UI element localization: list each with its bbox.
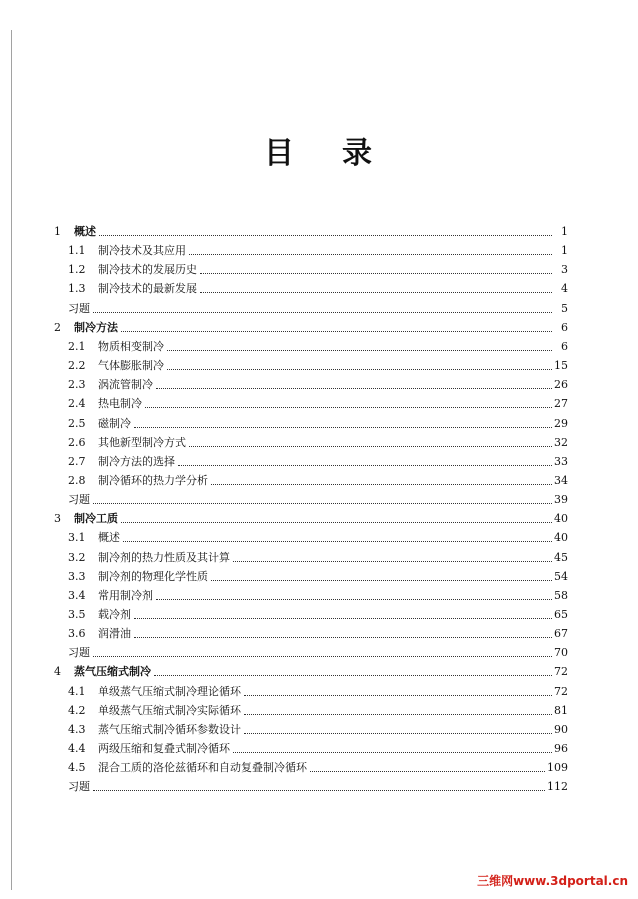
toc-leader-dots [189,445,552,447]
toc-section-row[interactable] [68,414,568,430]
toc-page-number: 40 [554,512,568,526]
toc-exercise-row[interactable] [68,643,568,659]
toc-entry-title: 蒸气压缩式制冷 [74,665,151,679]
toc-entry-number: 1.3 [68,282,86,296]
toc-leader-dots [99,234,552,236]
toc-entry-number: 4.1 [68,684,86,698]
toc-section-row[interactable] [68,739,568,755]
toc-entry-number: 2.8 [68,473,86,487]
toc-entry-title: 气体膨胀制冷 [98,359,164,373]
toc-entry-number: 3.4 [68,588,86,602]
toc-entry-title: 习题 [68,493,90,507]
toc-leader-dots [211,579,552,581]
toc-entry-title: 概述 [98,531,120,545]
toc-page-number: 39 [554,493,568,507]
toc-entry-title: 润滑油 [98,627,131,641]
toc-page-number: 40 [554,531,568,545]
toc-entry-title: 物质相变制冷 [98,339,164,353]
toc-leader-dots [200,272,552,274]
toc-leader-dots [310,770,545,772]
toc-page-number: 26 [554,378,568,392]
toc-page-number: 45 [554,550,568,564]
toc-section-row[interactable] [68,394,568,410]
watermark: 三维网www.3dportal.cn [477,874,628,888]
toc-leader-dots [145,406,552,408]
toc-leader-dots [93,789,545,791]
toc-page-number: 58 [554,588,568,602]
toc-section-row[interactable] [68,758,568,774]
toc-entry-title: 其他新型制冷方式 [98,435,186,449]
toc-exercise-row[interactable] [68,490,568,506]
toc-entry-number: 1 [54,225,61,238]
toc-section-row[interactable] [68,720,568,736]
toc-entry-title: 磁制冷 [98,416,131,430]
toc-section-row[interactable] [68,241,568,257]
toc-entry-number: 4 [54,665,61,679]
toc-entry-title: 习题 [68,301,90,315]
toc-section-row[interactable] [68,586,568,602]
toc-page-number: 1 [561,244,568,258]
toc-entry-number: 1.1 [68,244,86,258]
toc-entry-number: 2 [54,320,61,334]
toc-page-number: 81 [554,703,568,717]
toc-entry-title: 载冷剂 [98,608,131,621]
toc-entry-title: 制冷方法 [74,320,118,334]
toc-page-number: 1 [561,225,568,238]
toc-page-number: 54 [554,569,568,583]
toc-section-row[interactable] [68,701,568,717]
toc-page-number: 96 [554,742,568,756]
toc-page-number: 27 [554,397,568,411]
toc-leader-dots [200,291,552,293]
toc-entry-number: 4.4 [68,742,86,756]
toc-leader-dots [154,674,552,676]
toc-page-number: 3 [561,263,568,277]
toc-section-row[interactable] [68,682,568,698]
toc-leader-dots [189,253,552,255]
toc-leader-dots [167,368,552,370]
title-char-1: 目 [264,136,296,171]
toc-page-number: 90 [554,722,568,736]
toc-entry-title: 蒸气压缩式制冷循环参数设计 [98,722,241,736]
toc-page-number: 29 [554,416,568,430]
toc-section-row[interactable] [68,279,568,295]
toc-leader-dots [121,521,552,523]
toc-exercise-row[interactable] [68,777,568,793]
toc-entry-number: 2.5 [68,416,86,430]
toc-section-row[interactable] [68,605,568,621]
toc-leader-dots [167,349,552,351]
toc-entry-number: 3.6 [68,627,86,641]
toc-entry-title: 涡流管制冷 [98,378,153,392]
toc-page-number: 5 [561,301,568,315]
toc-section-row[interactable] [68,471,568,487]
toc-chapter-row[interactable] [54,662,568,678]
toc-chapter-row[interactable] [54,222,568,238]
toc-section-row[interactable] [68,528,568,544]
toc-page-number: 34 [554,473,568,487]
toc-entry-title: 制冷剂的物理化学性质 [98,569,208,583]
toc-leader-dots [121,330,552,332]
toc-leader-dots [156,598,552,600]
toc-page-number: 65 [554,608,568,621]
toc-entry-title: 习题 [68,646,90,660]
toc-section-row[interactable] [68,548,568,564]
toc-chapter-row[interactable] [54,318,568,334]
toc-leader-dots [134,636,552,638]
toc-section-row[interactable] [68,567,568,583]
toc-entry-number: 4.5 [68,761,86,775]
toc-entry-number: 4.2 [68,703,86,717]
toc-exercise-row[interactable] [68,299,568,315]
toc-page-number: 6 [561,339,568,353]
toc-entry-number: 3.5 [68,608,86,621]
toc-section-row[interactable] [68,375,568,391]
toc-leader-dots [93,311,552,313]
toc-page-number: 109 [547,761,568,775]
toc-entry-number: 2.7 [68,454,86,468]
toc-page-number: 32 [554,435,568,449]
toc-entry-title: 制冷方法的选择 [98,454,175,468]
toc-entry-title: 概述 [74,225,96,238]
toc-page-number: 6 [561,320,568,334]
toc-page-number: 72 [554,665,568,679]
toc-entry-number: 2.4 [68,397,86,411]
toc-entry-title: 常用制冷剂 [98,588,153,602]
toc-entry-number: 3 [54,512,61,526]
page-title [0,128,638,172]
toc-entry-number: 3.1 [68,531,86,545]
toc-page-number: 4 [561,282,568,296]
toc-section-row[interactable] [68,356,568,372]
toc-entry-title: 制冷工质 [74,512,118,526]
toc-leader-dots [134,426,552,428]
toc-page-number: 33 [554,454,568,468]
toc-leader-dots [244,713,552,715]
toc-section-row[interactable] [68,452,568,468]
toc-page-number: 112 [547,780,568,794]
toc-leader-dots [233,751,552,753]
toc-entry-title: 两级压缩和复叠式制冷循环 [98,742,230,756]
toc-page-number: 15 [554,359,568,373]
toc-entry-title: 单级蒸气压缩式制冷实际循环 [98,703,241,717]
toc-chapter-row[interactable] [54,509,568,525]
toc-entry-title: 混合工质的洛伦兹循环和自动复叠制冷循环 [98,761,307,775]
toc-entry-title: 习题 [68,780,90,794]
toc-leader-dots [178,464,552,466]
toc-entry-title: 单级蒸气压缩式制冷理论循环 [98,684,241,698]
toc-entry-title: 制冷循环的热力学分析 [98,473,208,487]
toc-entry-title: 制冷剂的热力性质及其计算 [98,550,230,564]
toc-leader-dots [123,540,552,542]
toc-entry-number: 2.1 [68,339,86,353]
title-char-2: 录 [342,136,374,171]
toc-entry-title: 制冷技术的发展历史 [98,263,197,277]
toc-page-number: 70 [554,646,568,660]
toc-section-row[interactable] [68,624,568,640]
toc-leader-dots [93,655,552,657]
toc-leader-dots [156,387,552,389]
toc-page-number: 67 [554,627,568,641]
toc-page-number: 72 [554,684,568,698]
toc-entry-number: 4.3 [68,722,86,736]
toc-leader-dots [134,617,552,619]
toc-section-row[interactable] [68,337,568,353]
toc-entry-number: 2.3 [68,378,86,392]
toc-entry-number: 2.2 [68,359,86,373]
toc-entry-title: 制冷技术的最新发展 [98,282,197,296]
toc-entry-number: 3.2 [68,550,86,564]
toc-leader-dots [211,483,552,485]
toc-entry-title: 制冷技术及其应用 [98,244,186,258]
toc-entry-number: 1.2 [68,263,86,277]
toc-entry-number: 3.3 [68,569,86,583]
toc-section-row[interactable] [68,260,568,276]
toc-entry-title: 热电制冷 [98,397,142,411]
toc-leader-dots [233,560,552,562]
toc-leader-dots [244,732,552,734]
toc-section-row[interactable] [68,433,568,449]
toc-leader-dots [244,694,552,696]
toc-entry-number: 2.6 [68,435,86,449]
toc-leader-dots [93,502,552,504]
